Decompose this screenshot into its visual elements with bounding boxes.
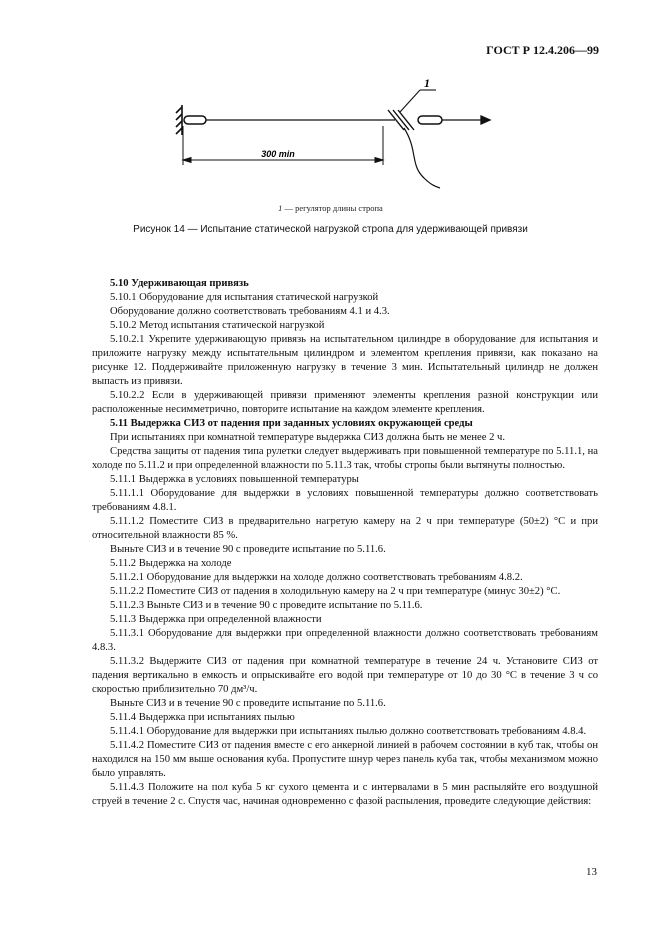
figure-caption: Рисунок 14 — Испытание статической нагрузкой стропа для удерживающей привязи — [133, 224, 528, 235]
paragraph: 5.11.3 Выдержка при определенной влажности — [110, 614, 322, 625]
paragraph: 5.11.4.3 Положите на пол куба 5 кг сухого цемента и с интервалами в 5 мин распыляйте его воздушной струей в течение 2 с. Спустя час, начиная одновременно с фазой распыления, проведите следующие действия: — [92, 782, 598, 807]
paragraph: 5.10.1 Оборудование для испытания статической нагрузкой — [110, 292, 379, 303]
paragraph: При испытаниях при комнатной температуре выдержка СИЗ должна быть не менее 2 ч. — [110, 432, 506, 443]
right-loop — [418, 116, 442, 124]
test-diagram — [0, 70, 661, 220]
paragraph: 5.11.3.1 Оборудование для выдержки при определенной влажности должно соответствовать требованиям 4.8.3. — [92, 628, 598, 653]
paragraph: 5.11.1.1 Оборудование для выдержки в условиях повышенной температуры должно соответствовать требованиям 4.8.1. — [92, 488, 598, 513]
paragraph: 5.10.2.2 Если в удерживающей привязи применяют элементы крепления разной конструкции или расположенные несимметрично, повторите испытание на каждом элементе крепления. — [92, 390, 598, 415]
paragraph: 5.11.1 Выдержка в условиях повышенной температуры — [110, 474, 359, 485]
section-heading: 5.10 Удерживающая привязь — [110, 278, 249, 289]
paragraph: Оборудование должно соответствовать требованиям 4.1 и 4.3. — [110, 306, 390, 317]
dimension-label: 300 min — [261, 149, 295, 159]
document-code: ГОСТ Р 12.4.206—99 — [486, 43, 599, 57]
paragraph: 5.11.2.1 Оборудование для выдержки на холоде должно соответствовать требованиям 4.8.2. — [110, 572, 523, 583]
callout-number: 1 — [424, 76, 430, 90]
dimension-line — [183, 126, 383, 165]
paragraph: 5.11.4.2 Поместите СИЗ от падения вместе с его анкерной линией в рабочем состоянии в куб так, чтобы он находился на 150 мм выше основания куба. Пропустите шнур через панель куба так, чтобы механизмом можно было управлять. — [92, 740, 598, 779]
paragraph: Средства защиты от падения типа рулетки следует выдерживать при повышенной температуре по 5.11.1, на холоде по 5.11.2 и при определенной влажности по 5.11.3 так, чтобы стропы были вытянуты полностью. — [92, 446, 598, 471]
paragraph: 5.10.2 Метод испытания статической нагрузкой — [110, 320, 325, 331]
left-loop — [184, 116, 206, 124]
paragraph: 5.11.2 Выдержка на холоде — [110, 558, 232, 569]
paragraph: 5.11.2.3 Выньте СИЗ и в течение 90 с проведите испытание по 5.11.6. — [110, 600, 423, 611]
load-arrow — [442, 116, 490, 124]
paragraph: 5.11.2.2 Поместите СИЗ от падения в холодильную камеру на 2 ч при температуре (минус 30±2) °С. — [110, 586, 561, 597]
paragraph: 5.11.1.2 Поместите СИЗ в предварительно нагретую камеру на 2 ч при температуре (50±2) °С и при относительной влажности 85 %. — [92, 516, 598, 541]
paragraph: 5.10.2.1 Укрепите удерживающую привязь на испытательном цилиндре в оборудование для испытания и приложите нагрузку между испытательным цилиндром и элементом крепления привязи, как показано на рисунке 12. Поддерживайте приложенную нагрузку в течение 3 мин. Испытательный цилиндр не должен выпасть из привязи. — [92, 334, 598, 387]
paragraph: 5.11.4 Выдержка при испытаниях пылью — [110, 712, 295, 723]
paragraph: 5.11.3.2 Выдержите СИЗ от падения при комнатной температуре в течение 24 ч. Установите СИЗ от падения вертикально в емкость и опрыскивайте его водой при температуре от 10 до 30 °С в течение 3 ч со скоростью приблизительно 70 дм³/ч. — [92, 656, 598, 695]
page-number: 13 — [586, 866, 597, 878]
paragraph: Выньте СИЗ и в течение 90 с проведите испытание по 5.11.6. — [110, 698, 386, 709]
fixed-anchor — [176, 105, 182, 135]
legend-text: — регулятор длины стропа — [282, 203, 383, 213]
legend-number: 1 — [278, 203, 283, 213]
paragraph: 5.11.4.1 Оборудование для выдержки при испытаниях пылью должно соответствовать требованиям 4.8.4. — [110, 726, 587, 737]
figure-legend — [0, 203, 661, 213]
paragraph: Выньте СИЗ и в течение 90 с проведите испытание по 5.11.6. — [110, 544, 386, 555]
strap-tail — [404, 128, 440, 188]
section-heading: 5.11 Выдержка СИЗ от падения при заданных условиях окружающей среды — [110, 418, 473, 429]
callout-leader — [400, 90, 436, 112]
body-text — [92, 277, 598, 809]
